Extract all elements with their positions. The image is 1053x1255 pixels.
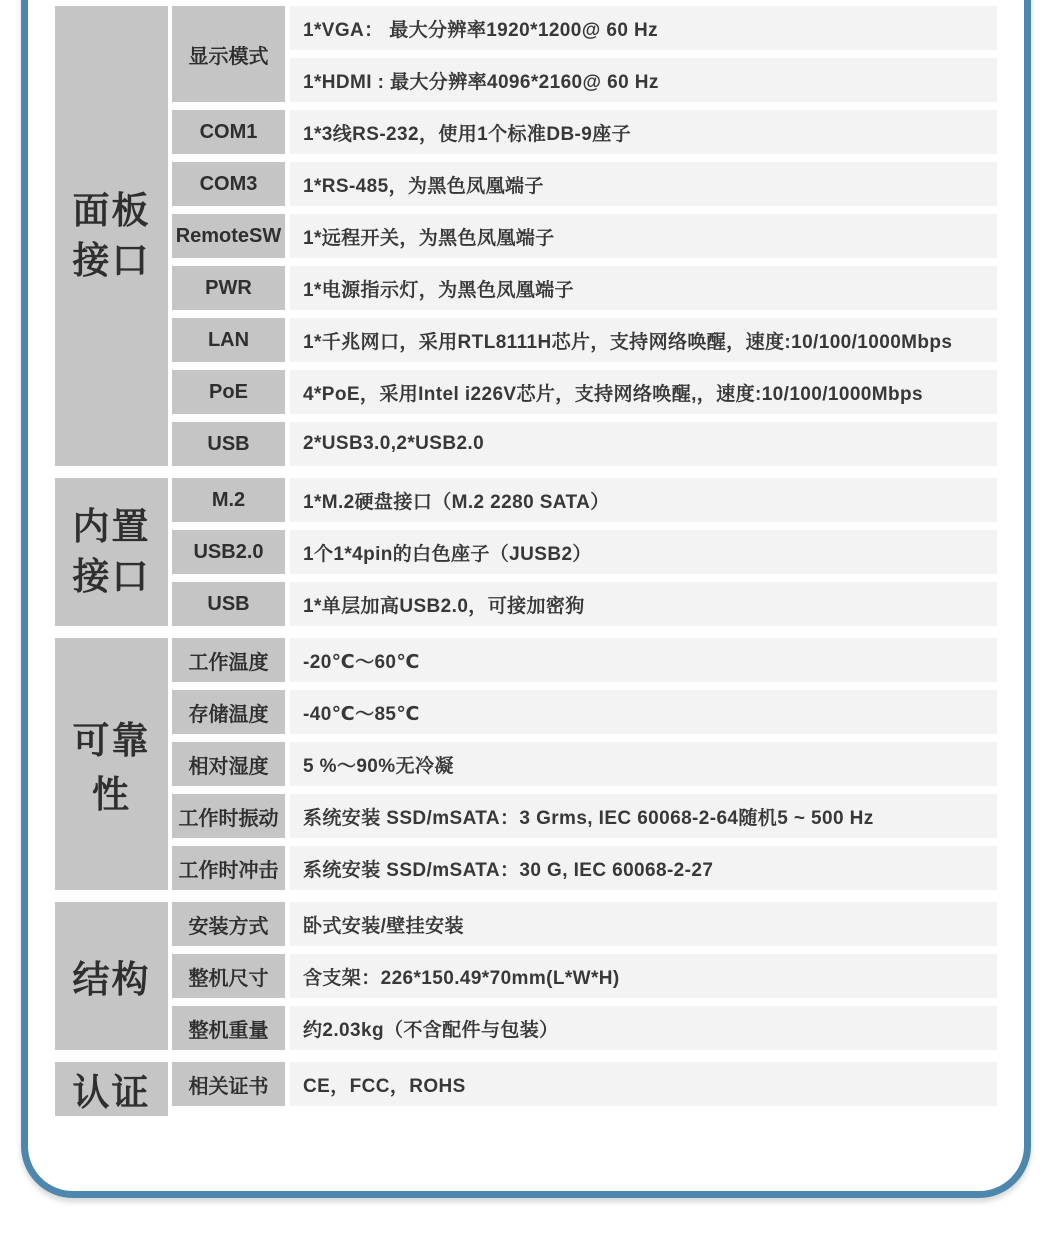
spec-section-5 bbox=[55, 1062, 997, 1116]
row-values bbox=[290, 478, 997, 522]
row-label: COM3 bbox=[199, 172, 258, 195]
spec-value: 5 %～90%无冷凝 bbox=[303, 755, 454, 777]
category-label: 内置接口 bbox=[72, 506, 151, 597]
row-label: 显示模式 bbox=[188, 45, 269, 68]
spec-value-cell bbox=[290, 318, 997, 362]
row-values bbox=[290, 690, 997, 734]
spec-section-3 bbox=[55, 638, 997, 890]
table-row bbox=[172, 582, 997, 626]
row-label: 相对湿度 bbox=[188, 755, 269, 778]
row-label-cell bbox=[172, 846, 285, 890]
table-row bbox=[172, 794, 997, 838]
row-values bbox=[290, 638, 997, 682]
spec-value: -20℃～60℃ bbox=[303, 651, 420, 673]
spec-value-cell bbox=[290, 266, 997, 310]
spec-value: 2*USB3.0,2*USB2.0 bbox=[303, 433, 485, 454]
spec-value-cell bbox=[290, 846, 997, 890]
spec-value-cell bbox=[290, 794, 997, 838]
spec-value: -40℃～85℃ bbox=[303, 703, 420, 725]
table-row bbox=[172, 530, 997, 574]
row-label: M.2 bbox=[211, 488, 246, 511]
spec-value-cell bbox=[290, 1006, 997, 1050]
row-label-cell bbox=[172, 422, 285, 466]
table-row bbox=[172, 478, 997, 522]
spec-value: 含支架：226*150.49*70mm(L*W*H) bbox=[303, 967, 620, 989]
row-label-cell bbox=[172, 954, 285, 998]
row-values bbox=[290, 370, 997, 414]
table-row bbox=[172, 902, 997, 946]
spec-value-cell bbox=[290, 370, 997, 414]
row-label: 工作温度 bbox=[188, 651, 269, 674]
row-label-cell bbox=[172, 902, 285, 946]
spec-value-cell bbox=[290, 582, 997, 626]
spec-value: 系统安装 SSD/mSATA：30 G, IEC 60068-2-27 bbox=[303, 859, 714, 881]
row-values bbox=[290, 954, 997, 998]
spec-value-cell bbox=[290, 422, 997, 466]
row-label-cell bbox=[172, 1062, 285, 1106]
row-label: RemoteSW bbox=[175, 224, 282, 247]
category-cell bbox=[55, 638, 168, 890]
row-values bbox=[290, 110, 997, 154]
row-label: USB bbox=[207, 432, 250, 455]
spec-value-cell bbox=[290, 530, 997, 574]
section-rows bbox=[172, 1062, 997, 1116]
spec-value: 1*单层加高USB2.0，可接加密狗 bbox=[303, 595, 585, 617]
spec-value: 系统安装 SSD/mSATA：3 Grms, IEC 60068-2-64随机5 ~ 500 Hz bbox=[303, 807, 874, 829]
row-values bbox=[290, 530, 997, 574]
spec-value-cell bbox=[290, 638, 997, 682]
spec-value-cell bbox=[290, 902, 997, 946]
spec-value-cell bbox=[290, 162, 997, 206]
category-label: 面板接口 bbox=[72, 190, 151, 281]
row-label-cell bbox=[172, 478, 285, 522]
spec-section-2 bbox=[55, 478, 997, 626]
row-label: PoE bbox=[209, 380, 248, 403]
row-values bbox=[290, 1062, 997, 1106]
section-rows bbox=[172, 638, 997, 890]
row-label-cell bbox=[172, 6, 285, 102]
row-label-cell bbox=[172, 370, 285, 414]
row-values bbox=[290, 162, 997, 206]
row-values bbox=[290, 742, 997, 786]
table-row bbox=[172, 370, 997, 414]
row-label: 整机重量 bbox=[188, 1019, 269, 1042]
row-values bbox=[290, 318, 997, 362]
spec-section-4 bbox=[55, 902, 997, 1050]
row-values bbox=[290, 6, 997, 102]
table-row bbox=[172, 954, 997, 998]
spec-value-cell bbox=[290, 6, 997, 50]
spec-value: 1*远程开关，为黑色凤凰端子 bbox=[303, 227, 555, 249]
spec-value: 约2.03kg（不含配件与包装） bbox=[303, 1019, 559, 1041]
table-row bbox=[172, 1006, 997, 1050]
row-label-cell bbox=[172, 582, 285, 626]
category-label: 结构 bbox=[72, 959, 151, 1000]
row-label: 存储温度 bbox=[188, 703, 269, 726]
section-rows bbox=[172, 902, 997, 1050]
spec-value: 1*M.2硬盘接口（M.2 2280 SATA） bbox=[303, 491, 610, 513]
row-label: 工作时冲击 bbox=[178, 859, 279, 882]
row-values bbox=[290, 422, 997, 466]
row-values bbox=[290, 794, 997, 838]
table-row bbox=[172, 846, 997, 890]
row-label: USB bbox=[207, 592, 250, 615]
row-values bbox=[290, 582, 997, 626]
row-label: PWR bbox=[205, 276, 252, 299]
row-label: 安装方式 bbox=[188, 915, 269, 938]
row-label-cell bbox=[172, 530, 285, 574]
spec-value: 1个1*4pin的白色座子（JUSB2） bbox=[303, 543, 592, 565]
table-row bbox=[172, 214, 997, 258]
spec-value: 1*千兆网口，采用RTL8111H芯片，支持网络唤醒，速度:10/100/1000Mbps bbox=[303, 331, 953, 353]
row-label-cell bbox=[172, 690, 285, 734]
spec-value-cell bbox=[290, 1062, 997, 1106]
table-row bbox=[172, 638, 997, 682]
table-row bbox=[172, 742, 997, 786]
spec-value-cell bbox=[290, 478, 997, 522]
table-row bbox=[172, 318, 997, 362]
row-values bbox=[290, 902, 997, 946]
spec-value: 1*RS-485，为黑色凤凰端子 bbox=[303, 175, 544, 197]
category-label: 认证 bbox=[72, 1072, 151, 1113]
row-values bbox=[290, 1006, 997, 1050]
category-cell bbox=[55, 478, 168, 626]
row-label: USB2.0 bbox=[193, 540, 264, 563]
category-cell bbox=[55, 1062, 168, 1116]
spec-value: 卧式安装/壁挂安装 bbox=[303, 915, 464, 937]
table-row bbox=[172, 1062, 997, 1106]
row-label-cell bbox=[172, 794, 285, 838]
row-label: COM1 bbox=[199, 120, 258, 143]
spec-value-cell bbox=[290, 110, 997, 154]
category-label: 可靠性 bbox=[72, 720, 151, 815]
row-label: 工作时振动 bbox=[178, 807, 279, 830]
row-label-cell bbox=[172, 742, 285, 786]
row-values bbox=[290, 266, 997, 310]
section-rows bbox=[172, 6, 997, 466]
row-label: 相关证书 bbox=[188, 1075, 269, 1098]
row-label-cell bbox=[172, 162, 285, 206]
spec-value-cell bbox=[290, 214, 997, 258]
row-values bbox=[290, 846, 997, 890]
category-cell bbox=[55, 6, 168, 466]
table-row bbox=[172, 266, 997, 310]
spec-value: 4*PoE，采用Intel i226V芯片，支持网络唤醒,，速度:10/100/1000Mbps bbox=[303, 383, 923, 405]
table-row bbox=[172, 162, 997, 206]
row-label-cell bbox=[172, 318, 285, 362]
row-label-cell bbox=[172, 638, 285, 682]
spec-value-cell bbox=[290, 954, 997, 998]
row-label: LAN bbox=[207, 328, 250, 351]
category-cell bbox=[55, 902, 168, 1050]
spec-value: 1*电源指示灯，为黑色凤凰端子 bbox=[303, 279, 574, 301]
table-row bbox=[172, 690, 997, 734]
section-rows bbox=[172, 478, 997, 626]
table-row bbox=[172, 110, 997, 154]
row-label-cell bbox=[172, 266, 285, 310]
spec-section-1 bbox=[55, 6, 997, 466]
spec-value-cell bbox=[290, 58, 997, 102]
row-label: 整机尺寸 bbox=[188, 967, 269, 990]
row-values bbox=[290, 214, 997, 258]
spec-value-cell bbox=[290, 742, 997, 786]
spec-table bbox=[55, 6, 997, 1116]
spec-value: 1*VGA： 最大分辨率1920*1200@ 60 Hz bbox=[303, 19, 658, 41]
spec-value: 1*HDMI : 最大分辨率4096*2160@ 60 Hz bbox=[303, 71, 659, 93]
row-label-cell bbox=[172, 110, 285, 154]
spec-value-cell bbox=[290, 690, 997, 734]
table-row bbox=[172, 6, 997, 102]
row-label-cell bbox=[172, 214, 285, 258]
table-row bbox=[172, 422, 997, 466]
spec-value: CE，FCC，ROHS bbox=[303, 1075, 466, 1097]
spec-value: 1*3线RS-232，使用1个标准DB-9座子 bbox=[303, 123, 632, 145]
row-label-cell bbox=[172, 1006, 285, 1050]
